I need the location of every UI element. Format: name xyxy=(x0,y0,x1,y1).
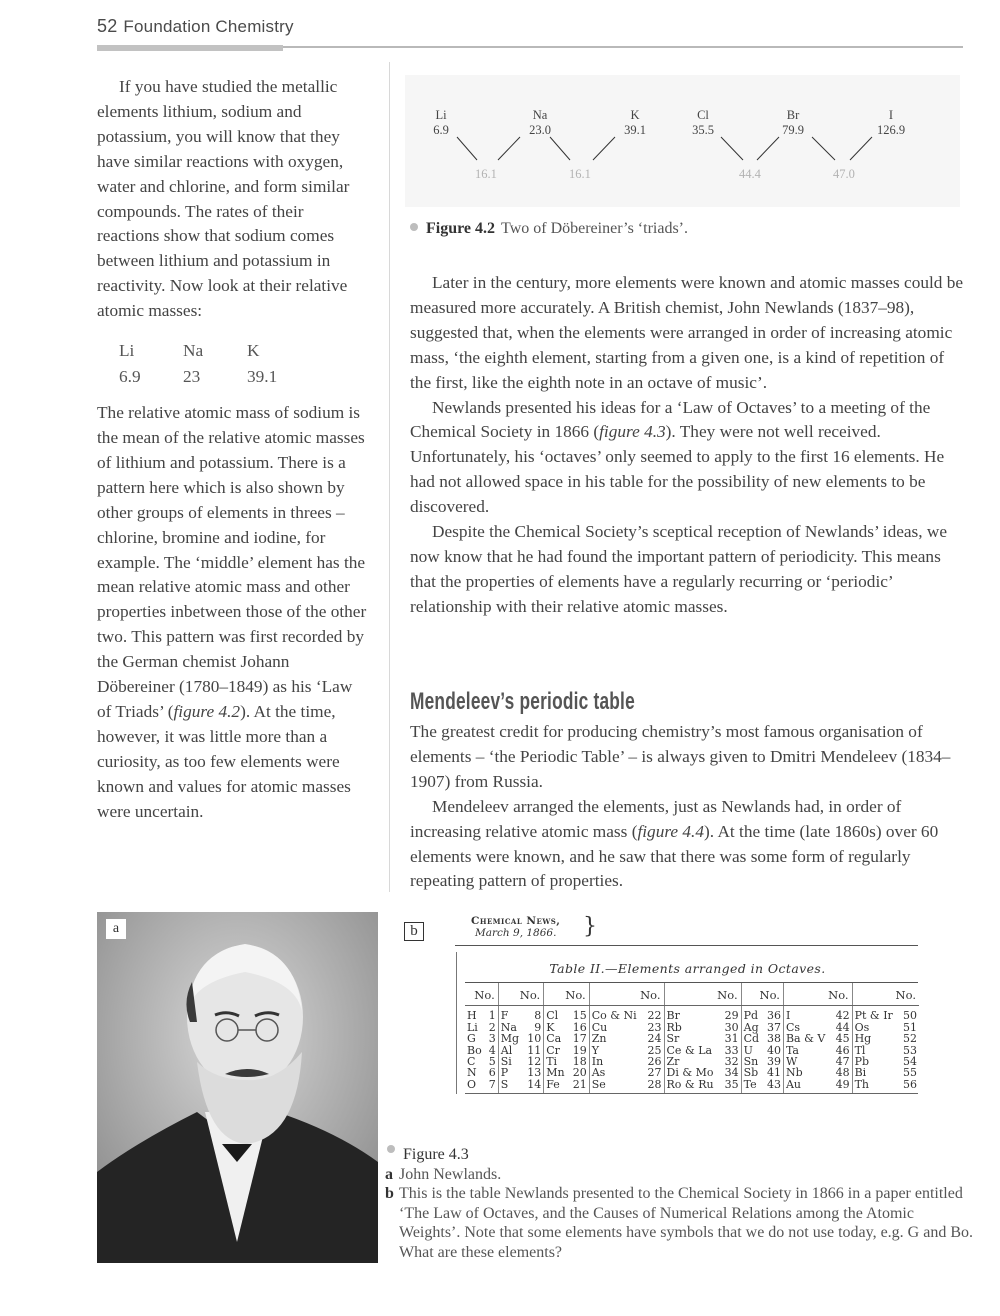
right-column-text-2 xyxy=(410,720,965,894)
element-number-cell: 11 xyxy=(523,1045,543,1056)
element-number-cell: 36 xyxy=(763,1006,783,1022)
triad-difference: 16.1 xyxy=(475,167,497,181)
element-symbol-cell: Zr xyxy=(666,1055,680,1069)
element-number-cell: 14 xyxy=(523,1079,543,1093)
book-title: Foundation Chemistry xyxy=(123,17,294,36)
octaves-table-caption: Table II.—Elements arranged in Octaves. xyxy=(549,961,826,976)
mass-symbol: Na xyxy=(183,341,204,361)
element-symbol-cell: I xyxy=(785,1009,791,1023)
element-number-cell: 49 xyxy=(832,1079,852,1093)
element-number-cell: 53 xyxy=(903,1043,917,1057)
triad-connector-lines xyxy=(405,75,960,207)
mass-table-symbols-row xyxy=(119,338,311,364)
element-symbol: Cl xyxy=(697,108,709,122)
triad-difference: 47.0 xyxy=(833,167,855,181)
figure-4-3-caption xyxy=(385,1145,975,1263)
element-symbol-cell: Pd xyxy=(743,1009,759,1023)
element-symbol-cell: Tl xyxy=(854,1043,866,1057)
element-symbol-cell: Zn xyxy=(591,1032,607,1046)
element-symbol-cell: Bo xyxy=(467,1043,482,1057)
element-number-cell: 25 xyxy=(644,1045,664,1056)
triad-difference: 16.1 xyxy=(569,167,591,181)
element-number-cell: 28 xyxy=(644,1079,664,1093)
element-symbol-cell: Na xyxy=(500,1020,517,1034)
element-symbol-cell: Ti xyxy=(546,1055,558,1069)
element-number-cell: 10 xyxy=(523,1033,543,1044)
portrait-illustration xyxy=(97,912,378,1263)
element-symbol-cell: Ce & La xyxy=(666,1043,713,1057)
triad-element-br xyxy=(773,108,813,138)
element-symbol-cell: As xyxy=(591,1066,606,1080)
octaves-header-row xyxy=(465,983,919,1006)
mass-value: 23 xyxy=(183,367,201,387)
element-number-cell: 29 xyxy=(721,1006,741,1022)
element-symbol-cell: Pt & Ir xyxy=(854,1009,893,1023)
right-paragraph-4: The greatest credit for producing chemistry’s most famous organisation of elements – ‘the Periodic Table’ – is always given to Dmitri Mendeleev (1834–1907) from Russia. xyxy=(410,722,951,791)
column-header: No. xyxy=(589,983,664,1006)
element-number-cell: 54 xyxy=(903,1055,917,1069)
column-header: No. xyxy=(741,983,783,1006)
element-symbol-cell: Rb xyxy=(666,1020,682,1034)
element-number-cell: 20 xyxy=(569,1067,589,1078)
table-bottom-rule xyxy=(465,1093,918,1094)
right-paragraph-3: Despite the Chemical Society’s sceptical reception of Newlands’ ideas, we now know that he had found the important pattern of periodicity. This means that the properties of elements have a regularly recurring or ‘periodic’ relationship with their relative atomic masses. xyxy=(410,522,948,616)
left-paragraph-1: If you have studied the metallic elements lithium, sodium and potassium, you will know that they have similar reactions with oxygen, water and chlorine, and form similar compounds. The rates of their reactions show that sodium comes between lithium and potassium in reactivity. Now look at their relative atomic masses: xyxy=(97,77,350,321)
page-number: 52 xyxy=(97,16,118,36)
column-header: No. xyxy=(852,983,919,1006)
newspaper-title: Chemical News, xyxy=(471,915,561,927)
table-row xyxy=(465,1006,919,1022)
element-symbol-cell: Si xyxy=(500,1055,512,1069)
element-symbol-cell: Th xyxy=(854,1077,870,1091)
element-number-cell: 19 xyxy=(569,1045,589,1056)
triad-element-li xyxy=(425,108,457,138)
left-paragraph-2 xyxy=(97,401,369,824)
element-symbol-cell: Nb xyxy=(785,1066,803,1080)
mass-value: 6.9 xyxy=(119,367,141,387)
element-symbol-cell: Ba & V xyxy=(785,1032,826,1046)
element-number-cell: 33 xyxy=(721,1045,741,1056)
element-number-cell: 55 xyxy=(903,1066,917,1080)
paragraph-text: Newlands presented his ideas for a ‘Law of Octaves’ to a meeting of the Chemical Society in 1866 ( xyxy=(410,397,931,442)
element-symbol-cell: S xyxy=(500,1077,509,1091)
element-number-cell: 24 xyxy=(644,1033,664,1044)
mass-value: 39.1 xyxy=(247,367,278,387)
element-number-cell: 40 xyxy=(763,1045,783,1056)
element-number-cell: 46 xyxy=(832,1045,852,1056)
octaves-table xyxy=(465,983,919,1093)
table-label-b: b xyxy=(404,922,424,941)
left-column xyxy=(97,75,369,824)
caption-bullet-icon xyxy=(410,223,418,231)
element-symbol-cell: G xyxy=(467,1032,476,1046)
brace-glyph: } xyxy=(583,914,597,939)
element-symbol-cell: Bi xyxy=(854,1066,867,1080)
right-paragraph-1: Later in the century, more elements were known and atomic masses could be measured more accurately. A British chemist, John Newlands (1837–98), suggested that, when the elements were arranged in order of increasing atomic mass, ‘the eighth element, starting from a given one, is a kind of repetition of the first, like the eighth note in an octave of music’. xyxy=(410,273,964,392)
element-symbol-cell: C xyxy=(467,1055,476,1069)
element-mass: 39.1 xyxy=(624,123,646,137)
mass-symbol: Li xyxy=(119,341,135,361)
element-symbol-cell: Fe xyxy=(546,1077,560,1091)
element-symbol-cell: Mn xyxy=(546,1066,565,1080)
element-number-cell: 17 xyxy=(569,1033,589,1044)
column-header: No. xyxy=(544,983,590,1006)
element-number-cell: 38 xyxy=(763,1033,783,1044)
element-symbol-cell: Ag xyxy=(743,1020,759,1034)
element-symbol-cell: In xyxy=(591,1055,604,1069)
element-number-cell: 4 xyxy=(486,1045,499,1056)
element-number-cell: 32 xyxy=(721,1056,741,1067)
element-symbol-cell: U xyxy=(743,1043,753,1057)
triad-element-cl xyxy=(683,108,723,138)
element-number-cell: 21 xyxy=(569,1079,589,1093)
newspaper-date: March 9, 1866. xyxy=(475,927,557,939)
paragraph-text: ). At the time (late 1860s) over 60 elements were known, and he saw that there was some form of regularly repeating pattern of properties. xyxy=(410,821,939,891)
element-symbol-cell: Hg xyxy=(854,1032,872,1046)
caption-bullet-icon xyxy=(387,1145,395,1153)
element-mass: 23.0 xyxy=(529,123,551,137)
column-header: No. xyxy=(664,983,741,1006)
element-number-cell: 41 xyxy=(763,1067,783,1078)
paragraph-text: ). At the time, however, it was little more than a curiosity, as too few elements were known and values for atomic masses were uncertain. xyxy=(97,701,351,821)
element-number-cell: 2 xyxy=(486,1022,499,1033)
element-symbol: Br xyxy=(786,108,800,122)
caption-letter: a xyxy=(385,1165,393,1183)
element-symbol-cell: H xyxy=(467,1009,477,1023)
element-mass: 6.9 xyxy=(433,123,449,137)
figure-label: Figure 4.2 xyxy=(426,220,496,237)
caption-text: Two of Döbereiner’s ‘triads’. xyxy=(501,220,688,237)
element-number-cell: 43 xyxy=(763,1079,783,1093)
element-number-cell: 16 xyxy=(569,1022,589,1033)
caption-title-row xyxy=(385,1145,975,1165)
element-symbol-cell: Li xyxy=(467,1020,478,1034)
element-symbol-cell: Se xyxy=(591,1077,606,1091)
element-symbol-cell: N xyxy=(467,1066,477,1080)
triad-element-k xyxy=(615,108,655,138)
element-symbol-cell: Di & Mo xyxy=(666,1066,714,1080)
element-symbol: Na xyxy=(532,108,548,122)
element-number-cell: 8 xyxy=(523,1006,543,1022)
element-number-cell: 50 xyxy=(903,1009,917,1023)
element-symbol-cell: F xyxy=(500,1009,509,1023)
paragraph-text: ). They were not well received. Unfortunately, his ‘octaves’ only seemed to apply to the first 16 elements. He had not allowed space in his table for the possibility of new elements to be discovered. xyxy=(410,422,945,517)
element-number-cell: 26 xyxy=(644,1056,664,1067)
element-symbol-cell: Os xyxy=(854,1020,870,1034)
element-number-cell: 1 xyxy=(486,1006,499,1022)
element-number-cell: 27 xyxy=(644,1067,664,1078)
element-symbol: K xyxy=(630,108,640,122)
element-number-cell: 39 xyxy=(763,1056,783,1067)
element-symbol: Li xyxy=(435,108,447,122)
paragraph-text: Mendeleev arranged the elements, just as Newlands had, in order of increasing relative atomic mass ( xyxy=(410,796,902,841)
right-paragraph-5 xyxy=(410,795,965,895)
triad-element-i xyxy=(867,108,915,138)
octaves-table-body xyxy=(465,1006,919,1093)
right-paragraph-2 xyxy=(410,396,965,521)
caption-letter: b xyxy=(385,1185,394,1203)
caption-item-b xyxy=(385,1184,975,1262)
figure-4-2-caption xyxy=(410,220,688,238)
element-symbol-cell: Te xyxy=(743,1077,757,1091)
column-header: No. xyxy=(498,983,543,1006)
photo-label-a: a xyxy=(106,919,126,939)
element-symbol-cell: Y xyxy=(591,1043,599,1057)
figure-reference: figure 4.4 xyxy=(637,821,705,841)
element-symbol-cell: Al xyxy=(500,1043,513,1057)
element-symbol-cell: Cs xyxy=(785,1020,801,1034)
element-number-cell: 37 xyxy=(763,1022,783,1033)
triad-difference: 44.4 xyxy=(739,167,761,181)
element-symbol-cell: Co & Ni xyxy=(591,1009,637,1023)
element-symbol-cell: Mg xyxy=(500,1032,520,1046)
element-symbol-cell: Cu xyxy=(591,1020,608,1034)
element-number-cell: 13 xyxy=(523,1067,543,1078)
element-symbol-cell: Au xyxy=(785,1077,801,1091)
element-number-cell: 52 xyxy=(903,1032,917,1046)
element-number-cell: 9 xyxy=(523,1022,543,1033)
element-number-cell: 23 xyxy=(644,1022,664,1033)
element-number-cell: 31 xyxy=(721,1033,741,1044)
caption-text: This is the table Newlands presented to the Chemical Society in 1866 in a paper entitled ‘The Law of Octaves, and the Causes of Numerical Relations among the Atomic Weights’. Note that some elements have symbols that we do not use today, e.g. G and Bo. What are these elements? xyxy=(399,1185,974,1261)
mass-symbol: K xyxy=(247,341,260,361)
element-symbol-cell: K xyxy=(546,1020,555,1034)
figure-label: Figure 4.3 xyxy=(403,1146,469,1163)
triad-element-na xyxy=(520,108,560,138)
element-number-cell: 30 xyxy=(721,1022,741,1033)
element-symbol-cell: Pb xyxy=(854,1055,870,1069)
law-of-octaves-table-block xyxy=(456,952,918,1094)
figure-4-2-panel xyxy=(405,75,960,207)
element-number-cell: 7 xyxy=(486,1079,499,1093)
paragraph-text: The relative atomic mass of sodium is the mean of the relative atomic masses of lithium and potassium. There is a pattern here which is also shown by other groups of elements in threes – chlorine, bromine and iodine, for example. The ‘middle’ element has the mean relative atomic mass and other properties inbetween those of the other two. This pattern was first recorded by the German chemist Johann Döbereiner (1780–1849) as his ‘Law of Triads’ ( xyxy=(97,403,367,721)
element-number-cell: 15 xyxy=(569,1006,589,1022)
column-divider xyxy=(389,62,390,892)
masthead-rule xyxy=(455,945,918,946)
element-symbol-cell: Cl xyxy=(546,1009,559,1023)
element-symbol-cell: Cd xyxy=(743,1032,760,1046)
element-symbol-cell: O xyxy=(467,1077,477,1091)
newlands-portrait-photo xyxy=(97,912,378,1263)
element-symbol-cell: P xyxy=(500,1066,509,1080)
page-header-text xyxy=(97,16,963,37)
element-symbol: I xyxy=(888,108,894,122)
section-heading: Mendeleev’s periodic table xyxy=(410,688,635,715)
table-row xyxy=(465,1079,919,1093)
element-number-cell: 56 xyxy=(903,1077,917,1091)
element-number-cell: 44 xyxy=(832,1022,852,1033)
element-symbol-cell: Cr xyxy=(546,1043,560,1057)
running-header xyxy=(97,16,963,37)
element-symbol-cell: Sb xyxy=(743,1066,759,1080)
element-number-cell: 3 xyxy=(486,1033,499,1044)
element-number-cell: 45 xyxy=(832,1033,852,1044)
element-mass: 35.5 xyxy=(692,123,714,137)
element-number-cell: 42 xyxy=(832,1006,852,1022)
caption-text: John Newlands. xyxy=(399,1165,502,1183)
element-number-cell: 47 xyxy=(832,1056,852,1067)
element-symbol-cell: Ro & Ru xyxy=(666,1077,714,1091)
element-symbol-cell: Sn xyxy=(743,1055,759,1069)
column-header: No. xyxy=(783,983,852,1006)
table-row xyxy=(465,1033,919,1044)
right-column-text-1 xyxy=(410,271,965,620)
element-number-cell: 5 xyxy=(486,1056,499,1067)
element-symbol-cell: Ta xyxy=(785,1043,799,1057)
element-symbol-cell: W xyxy=(785,1055,798,1069)
element-number-cell: 6 xyxy=(486,1067,499,1078)
column-header: No. xyxy=(465,983,498,1006)
figure-reference: figure 4.2 xyxy=(173,701,241,721)
element-number-cell: 34 xyxy=(721,1067,741,1078)
element-number-cell: 12 xyxy=(523,1056,543,1067)
element-number-cell: 35 xyxy=(721,1079,741,1093)
element-mass: 126.9 xyxy=(876,123,906,137)
element-number-cell: 18 xyxy=(569,1056,589,1067)
element-number-cell: 22 xyxy=(644,1006,664,1022)
element-number-cell: 51 xyxy=(903,1020,917,1034)
figure-reference: figure 4.3 xyxy=(599,422,666,442)
mass-table-values-row xyxy=(119,364,311,390)
header-rule-accent xyxy=(97,45,283,51)
element-number-cell: 48 xyxy=(832,1067,852,1078)
caption-item-a xyxy=(385,1165,975,1185)
alkali-mass-table xyxy=(119,338,311,390)
element-symbol-cell: Sr xyxy=(666,1032,680,1046)
element-symbol-cell: Ca xyxy=(546,1032,562,1046)
element-mass: 79.9 xyxy=(782,123,804,137)
element-symbol-cell: Br xyxy=(666,1009,680,1023)
chemical-news-masthead xyxy=(471,914,597,939)
